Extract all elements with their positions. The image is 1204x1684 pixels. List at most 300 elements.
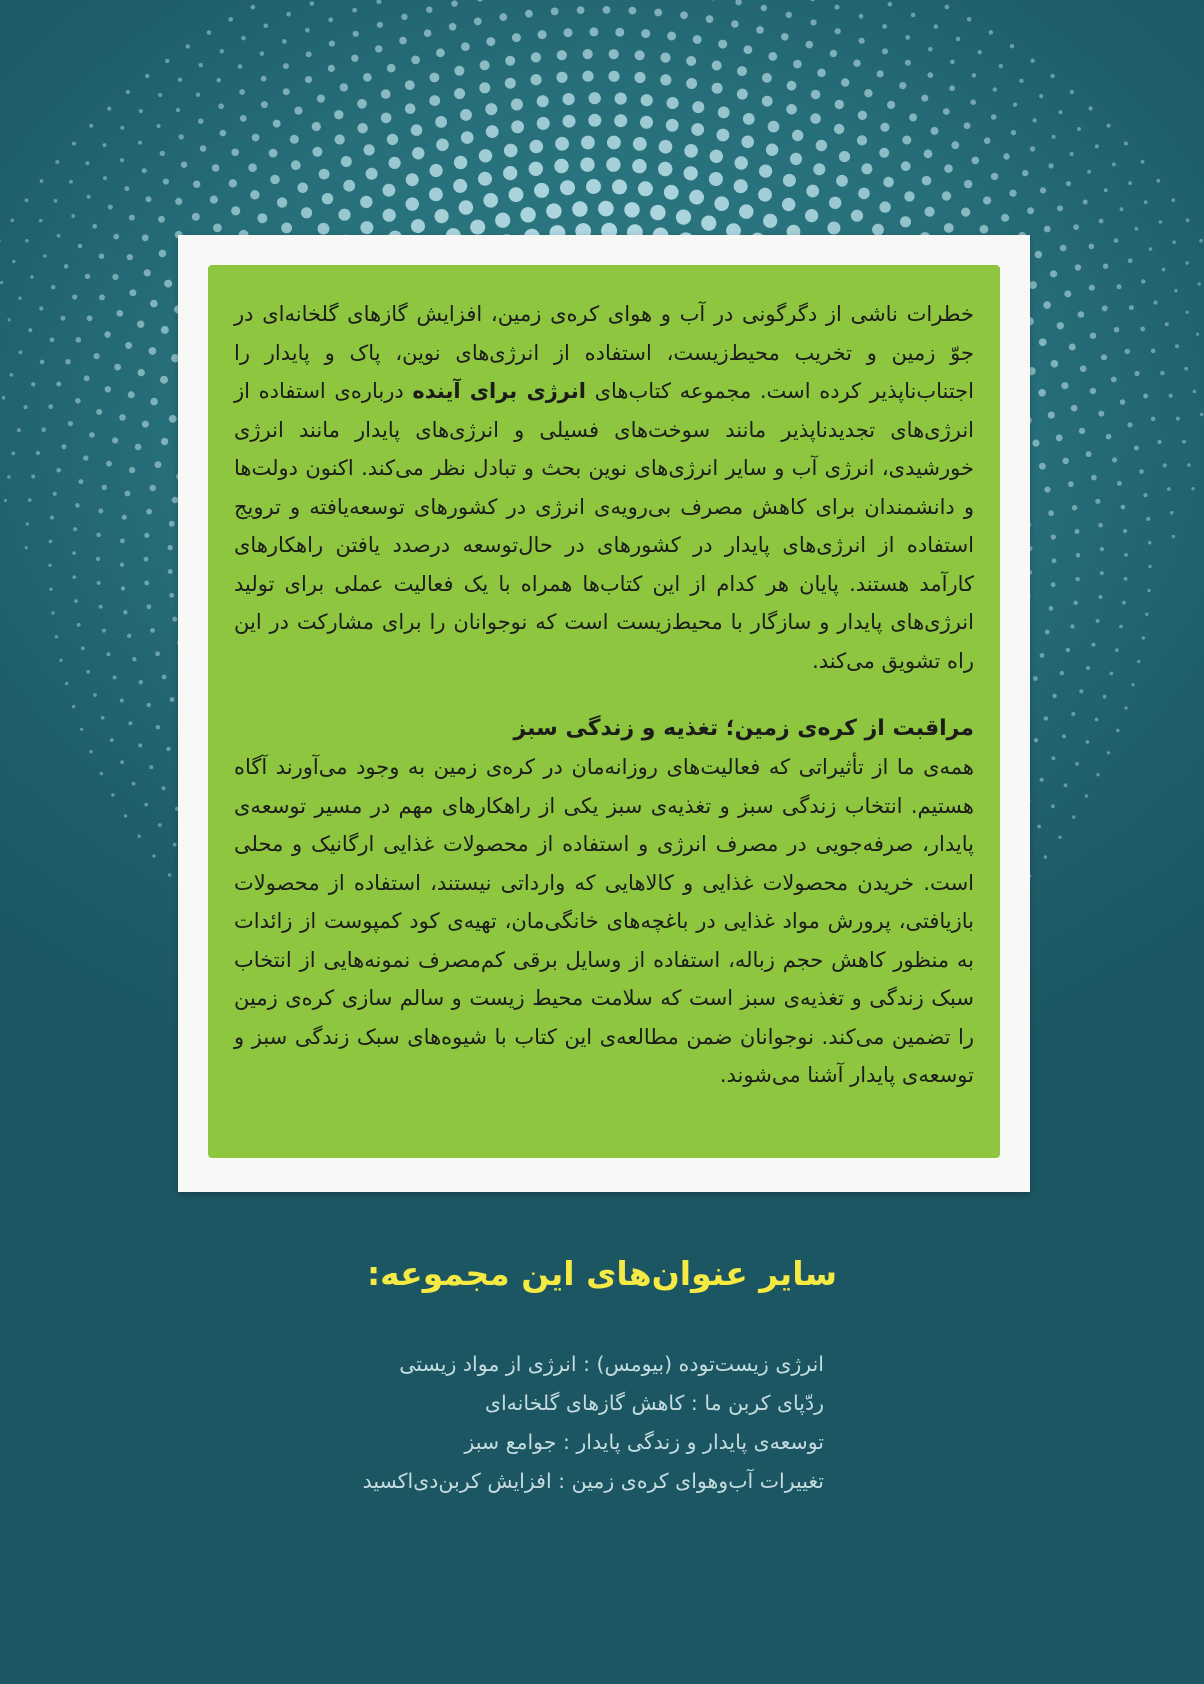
halftone-dot <box>641 94 653 106</box>
halftone-dot <box>108 205 113 210</box>
halftone-dot <box>352 8 357 13</box>
halftone-dot <box>319 169 330 180</box>
halftone-dot <box>1009 190 1016 197</box>
halftone-dot <box>78 244 83 249</box>
halftone-dot <box>520 207 535 222</box>
halftone-dot <box>1060 245 1067 252</box>
halftone-dot <box>196 93 200 97</box>
halftone-dot <box>170 697 175 702</box>
halftone-dot <box>1044 716 1048 720</box>
halftone-dot <box>78 479 83 484</box>
halftone-dot <box>1080 365 1087 372</box>
halftone-dot <box>1044 855 1047 858</box>
halftone-dot <box>125 342 132 349</box>
halftone-dot <box>718 40 727 49</box>
halftone-dot <box>557 50 567 60</box>
halftone-dot <box>338 209 350 221</box>
halftone-dot <box>701 216 716 231</box>
halftone-dot <box>103 143 107 147</box>
halftone-dot <box>329 41 335 47</box>
halftone-dot <box>164 280 172 288</box>
halftone-dot <box>251 5 256 10</box>
halftone-dot <box>39 219 43 223</box>
halftone-dot <box>1010 44 1014 48</box>
halftone-dot <box>805 209 818 222</box>
halftone-dot <box>1063 458 1069 464</box>
halftone-dot <box>360 196 372 208</box>
halftone-dot <box>1044 487 1050 493</box>
halftone-dot <box>650 205 665 220</box>
halftone-dot <box>964 122 971 129</box>
halftone-dot <box>1011 130 1016 135</box>
halftone-dot <box>603 6 611 14</box>
halftone-dot <box>813 163 825 175</box>
halftone-dot <box>1114 238 1119 243</box>
halftone-dot <box>375 45 382 52</box>
halftone-dot <box>1103 264 1108 269</box>
halftone-dot <box>0 281 3 284</box>
halftone-dot <box>883 177 894 188</box>
halftone-dot <box>1157 440 1161 444</box>
series-name: انرژی برای آینده <box>412 379 586 403</box>
halftone-dot <box>546 203 561 218</box>
halftone-dot <box>207 30 212 35</box>
halftone-dot <box>1060 671 1064 675</box>
halftone-dot <box>179 134 184 139</box>
halftone-dot <box>1069 344 1076 351</box>
halftone-dot <box>582 71 593 82</box>
halftone-dot <box>1071 712 1075 716</box>
halftone-dot <box>1066 181 1071 186</box>
halftone-dot <box>113 234 119 240</box>
halftone-dot <box>51 611 54 614</box>
halftone-dot <box>1075 529 1080 534</box>
halftone-dot <box>28 328 32 332</box>
halftone-dot <box>116 310 123 317</box>
halftone-dot <box>741 136 754 149</box>
halftone-dot <box>429 188 443 202</box>
halftone-dot <box>430 164 443 177</box>
halftone-dot <box>792 130 803 141</box>
halftone-dot <box>81 647 85 651</box>
halftone-dot <box>406 173 419 186</box>
halftone-dot <box>924 149 933 158</box>
halftone-dot <box>1050 74 1054 78</box>
halftone-dot <box>1186 218 1190 222</box>
halftone-dot <box>1089 285 1095 291</box>
description-panel <box>208 265 1000 1158</box>
halftone-dot <box>12 260 15 263</box>
halftone-dot <box>806 41 814 49</box>
halftone-dot <box>261 76 267 82</box>
halftone-dot <box>1039 338 1047 346</box>
halftone-dot <box>335 134 345 144</box>
halftone-dot <box>829 197 841 209</box>
halftone-dot <box>972 157 980 165</box>
halftone-dot <box>951 141 959 149</box>
halftone-dot <box>1051 804 1055 808</box>
halftone-dot <box>1200 413 1203 416</box>
halftone-dot <box>1114 327 1120 333</box>
halftone-dot <box>1176 417 1180 421</box>
halftone-dot <box>504 144 518 158</box>
halftone-dot <box>162 675 167 680</box>
halftone-dot <box>100 772 103 775</box>
halftone-dot <box>538 30 547 39</box>
halftone-dot <box>128 391 135 398</box>
halftone-dot <box>758 188 772 202</box>
halftone-dot <box>83 455 88 460</box>
halftone-dot <box>1106 434 1112 440</box>
halftone-dot <box>766 144 778 156</box>
halftone-dot <box>129 215 135 221</box>
halftone-dot <box>142 168 147 173</box>
halftone-dot <box>1030 59 1034 63</box>
halftone-dot <box>1098 523 1103 528</box>
halftone-dot <box>312 147 322 157</box>
halftone-dot <box>1116 284 1121 289</box>
halftone-dot <box>192 213 200 221</box>
halftone-dot <box>1049 606 1054 611</box>
halftone-dot <box>173 843 177 847</box>
halftone-dot <box>435 116 447 128</box>
halftone-dot <box>454 156 467 169</box>
halftone-dot <box>905 60 911 66</box>
halftone-dot <box>97 581 101 585</box>
halftone-dot <box>810 113 821 124</box>
halftone-dot <box>157 124 161 128</box>
halftone-dot <box>853 60 860 67</box>
halftone-dot <box>1057 322 1064 329</box>
halftone-dot <box>1147 589 1150 592</box>
intro-text-part1: خطرات ناشی از دگرگونی در آب و هوای کره‌ی زمین، افزایش گازهای گلخانه‌ای در جوّ زمین و تخریب محیط‌زیست، استفاده از انرژی‌های نوین، پاک و پایدار را اجتناب‌ناپذیر کرده است. مجموعه کتاب‌های <box>234 302 974 403</box>
halftone-dot <box>1102 305 1108 311</box>
halftone-dot <box>126 90 130 94</box>
halftone-dot <box>193 181 200 188</box>
halftone-dot <box>220 49 224 53</box>
halftone-dot <box>10 373 14 377</box>
halftone-dot <box>810 19 816 25</box>
halftone-dot <box>71 214 75 218</box>
halftone-dot <box>106 461 112 467</box>
halftone-dot <box>983 196 991 204</box>
halftone-dot <box>1096 773 1099 776</box>
halftone-dot <box>286 12 291 17</box>
halftone-dot <box>142 421 149 428</box>
halftone-dot <box>328 65 335 72</box>
halftone-dot <box>449 23 457 31</box>
halftone-dot <box>1121 505 1126 510</box>
halftone-dot <box>120 126 124 130</box>
halftone-dot <box>59 659 62 662</box>
halftone-dot <box>1095 718 1099 722</box>
halftone-dot <box>162 786 166 790</box>
halftone-dot <box>65 359 70 364</box>
halftone-dot <box>1048 510 1054 516</box>
halftone-dot <box>460 109 472 121</box>
halftone-dot <box>56 382 61 387</box>
halftone-dot <box>1091 475 1097 481</box>
halftone-dot <box>511 120 524 133</box>
halftone-dot <box>270 175 280 185</box>
halftone-dot <box>312 122 321 131</box>
halftone-dot <box>1128 181 1132 185</box>
halftone-dot <box>7 475 11 479</box>
halftone-dot <box>1013 102 1017 106</box>
halftone-dot <box>479 82 490 93</box>
halftone-dot <box>1127 422 1132 427</box>
halftone-dot <box>944 164 953 173</box>
halftone-dot <box>120 760 124 764</box>
halftone-dot <box>381 113 392 124</box>
halftone-dot <box>495 213 510 228</box>
halftone-dot <box>512 33 521 42</box>
halftone-dot <box>318 223 330 235</box>
halftone-dot <box>905 35 910 40</box>
halftone-dot <box>598 201 614 217</box>
halftone-dot <box>92 224 97 229</box>
halftone-dot <box>1143 493 1147 497</box>
halftone-dot <box>1086 666 1090 670</box>
halftone-dot <box>199 63 203 67</box>
halftone-dot <box>1119 625 1123 629</box>
halftone-dot <box>589 27 598 36</box>
halftone-dot <box>8 318 11 321</box>
halftone-dot <box>341 156 352 167</box>
halftone-dot <box>564 28 573 37</box>
halftone-dot <box>581 136 595 150</box>
halftone-dot <box>169 521 175 527</box>
halftone-dot <box>614 114 627 127</box>
halftone-dot <box>451 0 457 6</box>
halftone-dot <box>964 180 972 188</box>
halftone-dot <box>1051 534 1056 539</box>
halftone-dot <box>387 134 398 145</box>
halftone-dot <box>921 95 928 102</box>
halftone-dot <box>641 29 650 38</box>
halftone-dot <box>859 14 864 19</box>
halftone-dot <box>887 101 895 109</box>
halftone-dot <box>1095 144 1099 148</box>
halftone-dot <box>1044 226 1051 233</box>
halftone-dot <box>709 172 723 186</box>
halftone-dot <box>1033 676 1038 681</box>
halftone-dot <box>72 551 76 555</box>
halftone-dot <box>119 414 126 421</box>
halftone-dot <box>1098 411 1104 417</box>
halftone-dot <box>1134 446 1139 451</box>
halftone-dot <box>48 564 51 567</box>
halftone-dot <box>138 369 145 376</box>
halftone-dot <box>841 78 849 86</box>
halftone-dot <box>1193 390 1197 394</box>
halftone-dot <box>1170 511 1174 515</box>
halftone-dot <box>96 557 100 561</box>
halftone-dot <box>65 682 68 685</box>
halftone-dot <box>607 136 621 150</box>
halftone-dot <box>1058 110 1062 114</box>
halftone-dot <box>297 183 308 194</box>
halftone-dot <box>429 95 440 106</box>
halftone-dot <box>436 48 445 57</box>
halftone-dot <box>680 11 688 19</box>
halftone-dot <box>40 360 45 365</box>
halftone-dot <box>129 289 136 296</box>
halftone-dot <box>525 10 533 18</box>
halftone-dot <box>168 545 173 550</box>
halftone-dot <box>511 99 523 111</box>
halftone-dot <box>768 52 777 61</box>
halftone-dot <box>660 53 670 63</box>
halftone-dot <box>972 73 977 78</box>
book-description-paragraph: همه‌ی ما از تأثیراتی که فعالیت‌های روزانه‌مان در کره‌ی زمین به وجود می‌آورند آگاه هستیم. انتخاب زندگی سبز و تغذیه‌ی سبز یکی از راهکارهای مهم در مسیر توسعه‌ی پایدار، صرفه‌جویی در مصرف انرژی و استفاده از محصولات غذایی ارگانیک و محلی است. خریدن محصولات غذایی و کالاهایی که وارداتی نیستند، استفاده از محصولات بازیافتی، پرورش مواد غذایی در باغچه‌های خانگی‌مان، تهیه‌ی کود کمپوست از زائدات به منظور کاهش حجم زباله، استفاده از وسایل برقی کم‌مصرف نمونه‌هایی از انتخاب سبک زندگی و تغذیه‌ی سبز است که سلامت محیط زیست و سالم سازی کره‌ی زمین را تضمین می‌کند. نوجوانان ضمن مطالعه‌ی این کتاب با شیوه‌های سبک زندگی سبز و توسعه‌ی پایدار آشنا می‌شوند. <box>234 755 974 1087</box>
halftone-dot <box>461 131 474 144</box>
halftone-dot <box>537 117 550 130</box>
halftone-dot <box>879 201 890 212</box>
halftone-dot <box>925 207 935 217</box>
halftone-dot <box>1125 349 1130 354</box>
halftone-dot <box>99 294 105 300</box>
halftone-dot <box>381 89 391 99</box>
halftone-dot <box>155 651 160 656</box>
halftone-dot <box>85 274 90 279</box>
halftone-dot <box>1182 440 1186 444</box>
halftone-dot <box>306 51 312 57</box>
halftone-dot <box>1198 282 1201 285</box>
halftone-dot <box>383 209 396 222</box>
intro-paragraph <box>234 295 974 680</box>
halftone-dot <box>1129 305 1134 310</box>
halftone-dot <box>69 180 73 184</box>
halftone-dot <box>231 206 240 215</box>
halftone-dot <box>357 99 367 109</box>
halftone-dot <box>944 223 954 233</box>
halftone-dot <box>1124 141 1128 145</box>
halftone-dot <box>31 382 35 386</box>
halftone-dot <box>424 29 432 37</box>
halftone-dot <box>676 210 691 225</box>
halftone-dot <box>11 452 15 456</box>
halftone-dot <box>1078 311 1085 318</box>
halftone-dot <box>305 28 310 33</box>
halftone-dot <box>176 108 180 112</box>
halftone-dot <box>1160 371 1164 375</box>
halftone-dot <box>911 13 916 18</box>
halftone-dot <box>660 74 671 85</box>
halftone-dot <box>858 188 870 200</box>
halftone-dot <box>712 83 723 94</box>
halftone-dot <box>1100 571 1104 575</box>
halftone-dot <box>228 17 233 22</box>
halftone-dot <box>486 125 499 138</box>
halftone-dot <box>1098 595 1102 599</box>
halftone-dot <box>781 33 789 41</box>
halftone-dot <box>1095 499 1100 504</box>
halftone-dot <box>64 264 69 269</box>
halftone-dot <box>76 337 82 343</box>
other-title-item: انرژی زیست‌توده (بیومس) : انرژی از مواد زیستی <box>399 1352 824 1376</box>
halftone-dot <box>851 210 863 222</box>
halftone-dot <box>120 158 124 162</box>
halftone-dot <box>1090 333 1096 339</box>
halftone-dot <box>1186 311 1189 314</box>
halftone-dot <box>478 172 492 186</box>
halftone-dot <box>1035 251 1042 258</box>
other-title-item: ردّپای کربن ما : کاهش گازهای گلخانه‌ای <box>484 1391 824 1415</box>
halftone-dot <box>36 451 40 455</box>
halftone-dot <box>54 199 58 203</box>
halftone-dot <box>761 5 767 11</box>
halftone-dot <box>19 351 23 355</box>
halftone-dot <box>692 101 704 113</box>
halftone-dot <box>401 14 407 20</box>
halftone-dot <box>1187 463 1191 467</box>
halftone-dot <box>125 491 131 497</box>
halftone-dot <box>1061 382 1068 389</box>
halftone-dot <box>1062 734 1066 738</box>
halftone-dot <box>693 35 702 44</box>
halftone-dot <box>139 680 143 684</box>
halftone-dot <box>505 78 516 89</box>
halftone-dot <box>689 190 704 205</box>
halftone-dot <box>169 593 174 598</box>
halftone-dot <box>531 52 541 62</box>
halftone-dot <box>51 285 55 289</box>
halftone-dot <box>282 39 287 44</box>
halftone-dot <box>112 437 118 443</box>
halftone-dot <box>1099 219 1104 224</box>
halftone-dot <box>461 42 470 51</box>
halftone-dot <box>132 782 136 786</box>
halftone-dot <box>901 161 911 171</box>
halftone-dot <box>138 141 142 145</box>
halftone-dot <box>366 168 378 180</box>
halftone-dot <box>835 100 844 109</box>
halftone-dot <box>328 17 333 22</box>
halftone-dot <box>74 599 78 603</box>
halftone-dot <box>1153 301 1157 305</box>
halftone-dot <box>1116 729 1119 732</box>
halftone-dot <box>712 61 722 71</box>
halftone-dot <box>615 28 624 37</box>
halftone-dot <box>200 145 207 152</box>
halftone-dot <box>529 162 543 176</box>
halftone-dot <box>99 253 105 259</box>
halftone-dot <box>999 64 1003 68</box>
halftone-dot <box>128 721 132 725</box>
halftone-dot <box>98 509 103 514</box>
halftone-dot <box>762 96 773 107</box>
halftone-dot <box>1174 289 1177 292</box>
halftone-dot <box>107 107 111 111</box>
halftone-dot <box>731 20 739 28</box>
halftone-dot <box>376 0 381 4</box>
halftone-dot <box>122 515 127 520</box>
halftone-dot <box>499 13 507 21</box>
halftone-dot <box>283 88 290 95</box>
halftone-dot <box>30 275 34 279</box>
halftone-dot <box>103 176 107 180</box>
halftone-dot <box>835 28 841 34</box>
halftone-dot <box>1068 481 1074 487</box>
halftone-dot <box>667 32 676 41</box>
halftone-dot <box>759 165 772 178</box>
halftone-dot <box>102 629 106 633</box>
halftone-dot <box>1033 118 1037 122</box>
halftone-dot <box>405 80 415 90</box>
halftone-dot <box>902 136 911 145</box>
halftone-dot <box>387 64 396 73</box>
